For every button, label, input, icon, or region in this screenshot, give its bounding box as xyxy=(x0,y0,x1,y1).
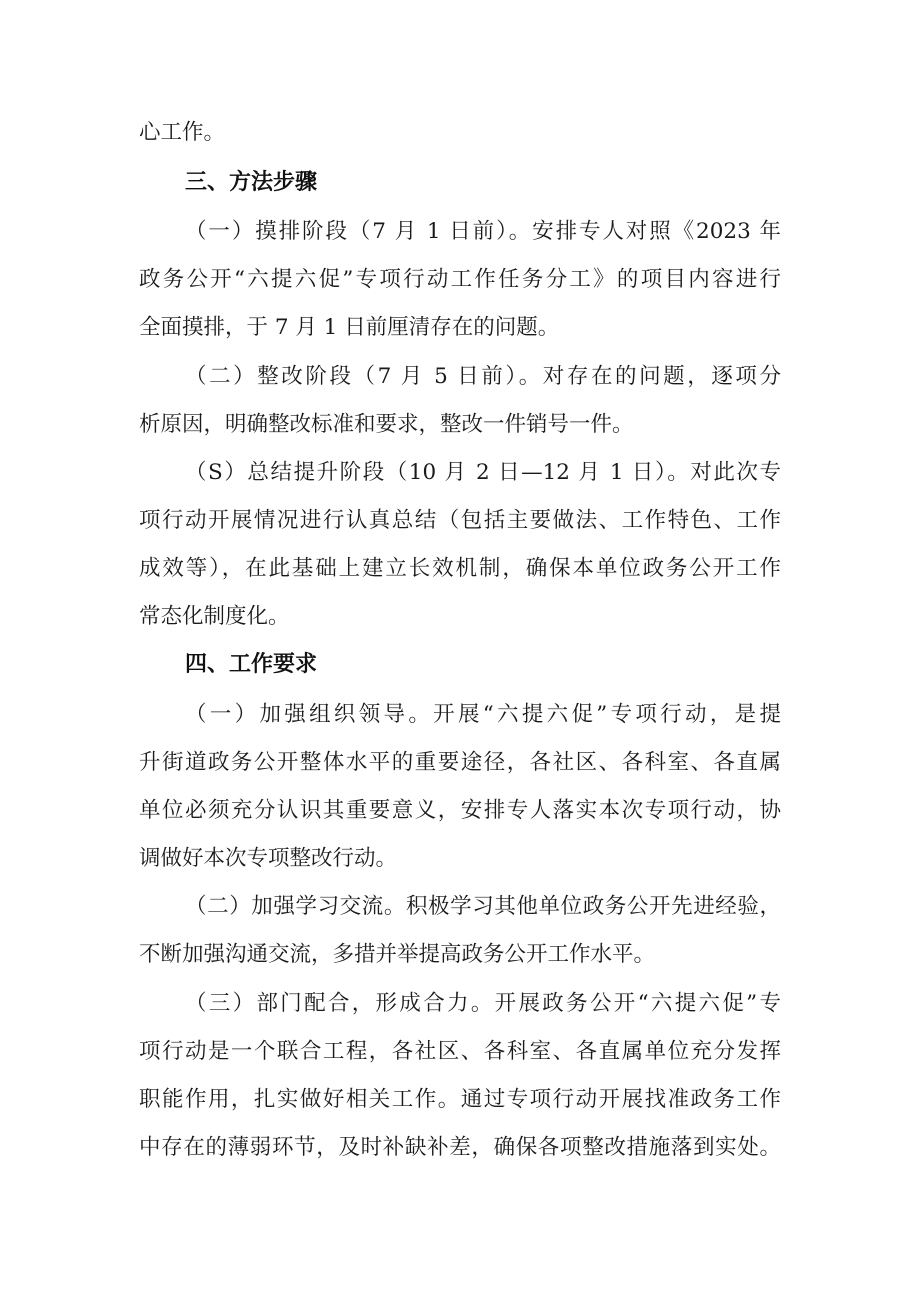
paragraph-line: 项行动开展情况进行认真总结（包括主要做法、工作特色、工作 xyxy=(139,508,781,533)
paragraph-line: 政务公开“六提六促”专项行动工作任务分工》的项目内容进行 xyxy=(139,267,781,292)
paragraph-line: 项行动是一个联合工程，各社区、各科室、各直属单位充分发挥 xyxy=(139,1039,781,1064)
paragraph-continuation: 心工作。 xyxy=(139,120,226,145)
section-heading-requirements: 四、工作要求 xyxy=(185,652,318,677)
paragraph-line: 成效等），在此基础上建立长效机制，确保本单位政务公开工作 xyxy=(139,556,781,581)
paragraph-line: 全面摸排，于 7 月 1 日前厘清存在的问题。 xyxy=(139,315,560,340)
paragraph-line: （一）摸排阶段（7 月 1 日前）。安排专人对照《2023 年 xyxy=(185,219,781,244)
section-heading-methods: 三、方法步骤 xyxy=(185,170,318,195)
paragraph-line: 调做好本次专项整改行动。 xyxy=(139,846,398,871)
paragraph-line: 职能作用，扎实做好相关工作。通过专项行动开展找准政务工作 xyxy=(139,1087,781,1112)
paragraph-line: （一）加强组织领导。开展“六提六促”专项行动，是提 xyxy=(185,702,781,727)
paragraph-line: 析原因，明确整改标准和要求，整改一件销号一件。 xyxy=(139,412,634,437)
paragraph-line: 中存在的薄弱环节，及时补缺补差，确保各项整改措施落到实处。 xyxy=(139,1135,781,1160)
paragraph-line: 单位必须充分认识其重要意义，安排专人落实本次专项行动，协 xyxy=(139,798,781,823)
paragraph-line: （S）总结提升阶段（10 月 2 日—12 月 1 日）。对此次专 xyxy=(185,460,781,485)
paragraph-line: 升街道政务公开整体水平的重要途径，各社区、各科室、各直属 xyxy=(139,750,781,775)
paragraph-line: （三）部门配合，形成合力。开展政务公开“六提六促”专 xyxy=(185,991,781,1016)
paragraph-line: 常态化制度化。 xyxy=(139,604,290,629)
paragraph-line: 不断加强沟通交流，多措并举提高政务公开工作水平。 xyxy=(139,942,656,967)
paragraph-line: （二）整改阶段（7 月 5 日前）。对存在的问题，逐项分 xyxy=(185,364,781,389)
paragraph-line: （二）加强学习交流。积极学习其他单位政务公开先进经验， xyxy=(185,894,781,919)
